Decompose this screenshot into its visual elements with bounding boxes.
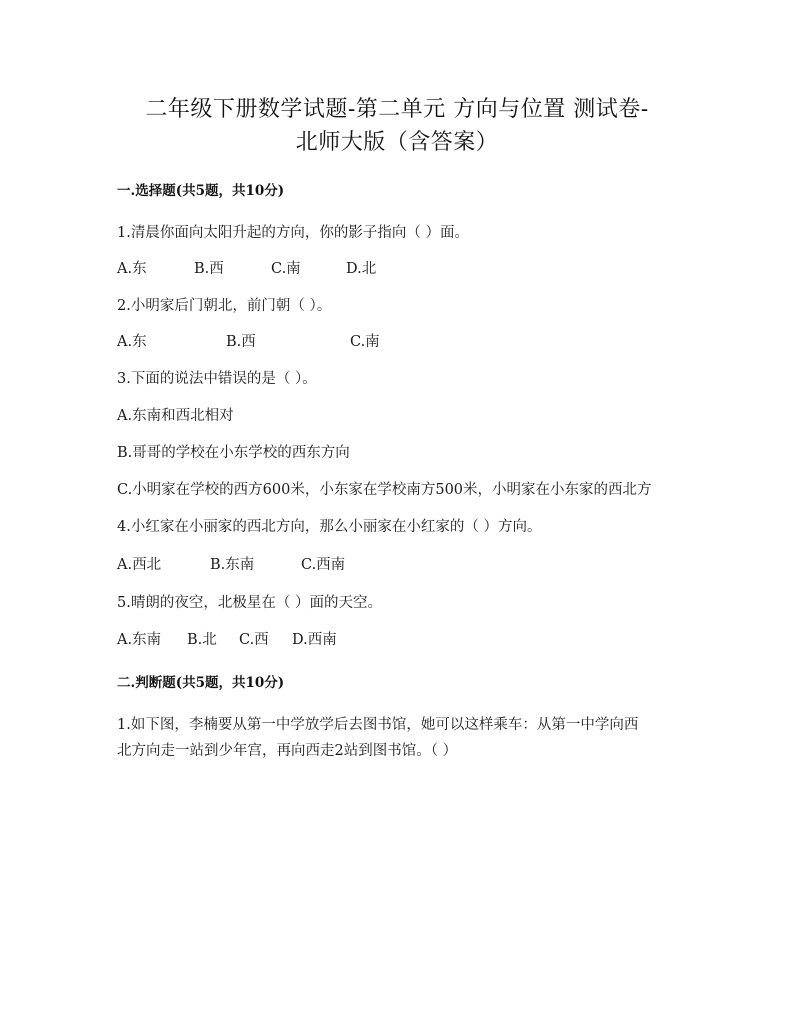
question-3-option-c: C.小明家在学校的西方600米，小东家在学校南方500米，小明家在小东家的西北方 [117, 482, 652, 498]
question-2-option-c: C.南 [350, 334, 380, 350]
question-2-option-a: A.东 [117, 334, 147, 350]
page-title-line-1: 二年级下册数学试题-第二单元 方向与位置 测试卷- [145, 97, 649, 122]
question-3-option-b: B.哥哥的学校在小东学校的西东方向 [117, 445, 350, 461]
question-5-option-b: B.北 [187, 632, 217, 648]
page-title-line-2: 北师大版（含答案） [295, 130, 499, 155]
question-5-option-c: C.西 [239, 632, 269, 648]
question-stem-2: 2.小明家后门朝北，前门朝（ ）。 [117, 298, 332, 314]
question-5-option-d: D.西南 [292, 632, 337, 648]
question-stem-3: 3.下面的说法中错误的是（ ）。 [117, 371, 317, 387]
question-5-option-a: A.东南 [117, 632, 162, 648]
question-1-option-c: C.南 [271, 261, 301, 277]
question-4-option-a: A.西北 [117, 557, 162, 573]
question-stem-5: 5.晴朗的夜空，北极星在（ ）面的天空。 [117, 595, 382, 611]
question-1-option-a: A.东 [117, 261, 147, 277]
judgement-question-1-line-2: 北方向走一站到少年宫，再向西走2站到图书馆。（ ） [117, 743, 458, 759]
question-2-option-b: B.西 [226, 334, 256, 350]
question-1-option-d: D.北 [346, 261, 377, 277]
question-3-option-a: A.东南和西北相对 [117, 408, 234, 424]
question-stem-1: 1.清晨你面向太阳升起的方向，你的影子指向（ ）面。 [117, 225, 469, 241]
question-4-option-c: C.西南 [301, 557, 346, 573]
section-heading-judgement: 二.判断题(共5题，共10分) [117, 675, 285, 691]
section-heading-choice: 一.选择题(共5题，共10分) [117, 183, 285, 199]
question-stem-4: 4.小红家在小丽家的西北方向，那么小丽家在小红家的（ ）方向。 [117, 519, 542, 535]
question-1-option-b: B.西 [194, 261, 224, 277]
judgement-question-1-line-1: 1.如下图，李楠要从第一中学放学后去图书馆，她可以这样乘车：从第一中学向西 [117, 717, 639, 733]
question-4-option-b: B.东南 [210, 557, 255, 573]
